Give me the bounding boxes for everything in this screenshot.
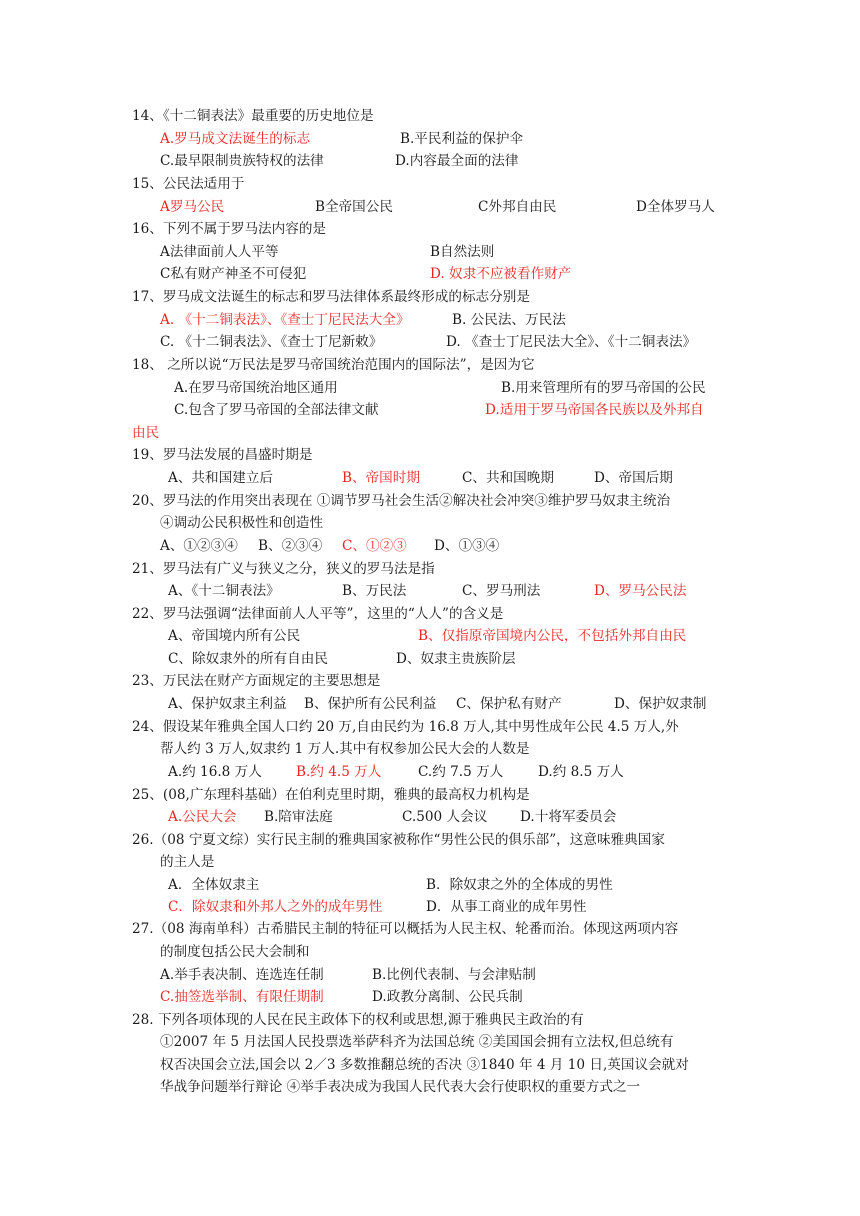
question-20-stem: 20、罗马法的作用突出表现在 ①调节罗马社会生活②解决社会冲突③维护罗马奴隶主统治: [132, 493, 671, 509]
question-18-option-b: B.用来管理所有的罗马帝国的公民: [501, 380, 706, 396]
question-19-stem: 19、罗马法发展的昌盛时期是: [132, 447, 313, 463]
question-19-option-b: B、帝国时期: [342, 470, 420, 486]
question-16-option-b: B自然法则: [430, 244, 495, 260]
question-14-stem: 14、《十二铜表法》最重要的历史地位是: [132, 108, 374, 124]
question-25-option-d: D.十将军委员会: [520, 809, 617, 825]
question-18-stem: 18、 之所以说“万民法是罗马帝国统治范围内的国际法”，是因为它: [132, 357, 535, 373]
question-24-option-a: A.约 16.8 万人: [168, 764, 262, 780]
question-24-option-c: C.约 7.5 万人: [418, 764, 504, 780]
question-16-stem: 16、下列不属于罗马法内容的是: [132, 221, 327, 237]
question-27-option-d: D.政教分离制、公民兵制: [372, 989, 523, 1005]
question-20-option-c: C、①②③: [342, 538, 407, 554]
question-15-option-a: A罗马公民: [160, 199, 225, 215]
question-14-option-b: B.平民利益的保护伞: [400, 131, 524, 147]
question-16-option-c: C私有财产神圣不可侵犯: [160, 266, 307, 282]
question-18-option-d-continued: 由民: [132, 425, 160, 441]
question-18-option-d: D.适用于罗马帝国各民族以及外邦自: [485, 402, 704, 418]
question-19-option-c: C、共和国晚期: [462, 470, 554, 486]
question-27-stem-continued: 的制度包括公民大会制和: [160, 944, 310, 960]
question-24-option-d: D.约 8.5 万人: [538, 764, 624, 780]
question-19-option-a: A、共和国建立后: [168, 470, 273, 486]
question-20-option-d: D、①③④: [434, 538, 500, 554]
question-18-option-a: A.在罗马帝国统治地区通用: [174, 380, 338, 396]
question-14-option-d: D.内容最全面的法律: [395, 153, 519, 169]
question-23-option-d: D、保护奴隶制: [614, 696, 707, 712]
question-17-option-b: B. 公民法、万民法: [452, 312, 566, 328]
question-26-option-d: D．从事工商业的成年男性: [426, 899, 587, 915]
question-21-option-b: B、万民法: [342, 583, 407, 599]
question-23-option-a: A、保护奴隶主利益: [168, 696, 287, 712]
question-17-option-d: D. 《查士丁尼民法大全》、《十二铜表法》: [446, 334, 697, 350]
question-21-option-a: A、《十二铜表法》: [168, 583, 280, 599]
question-28-body-line-3: 华战争问题举行辩论 ④举手表决成为我国人民代表大会行使职权的重要方式之一: [160, 1079, 641, 1095]
question-28-body-line-2: 权否决国会立法,国会以 2／3 多数推翻总统的否决 ③1840 年 4 月 10 日,英国议会就对: [160, 1057, 689, 1073]
question-26-stem: 26.（08 宁夏文综）实行民主制的雅典国家被称作“男性公民的俱乐部”，这意味雅典国家: [132, 832, 665, 848]
question-26-stem-continued: 的主人是: [160, 854, 215, 870]
question-26-option-a: A．全体奴隶主: [168, 877, 260, 893]
question-15-option-b: B全帝国公民: [315, 199, 393, 215]
question-21-option-d: D、罗马公民法: [594, 583, 687, 599]
question-20-option-b: B、②③④: [258, 538, 323, 554]
question-25-option-a: A.公民大会: [168, 809, 237, 825]
question-25-stem: 25、(08,广东理科基础）在伯利克里时期，雅典的最高权力机构是: [132, 787, 530, 803]
question-27-option-c: C.抽签选举制、有限任期制: [160, 989, 324, 1005]
question-27-stem: 27.（08 海南单科）古希腊民主制的特征可以概括为人民主权、轮番而治。体现这两项内容: [132, 921, 679, 937]
question-15-option-d: D全体罗马人: [636, 199, 715, 215]
question-15-stem: 15、公民法适用于: [132, 176, 245, 192]
question-16-option-d: D. 奴隶不应被看作财产: [430, 266, 572, 282]
question-28-body-line-1: ①2007 年 5 月法国人民投票选举萨科齐为法国总统 ②美国国会拥有立法权,但总统有: [160, 1034, 674, 1050]
question-19-option-d: D、帝国后期: [594, 470, 673, 486]
question-21-stem: 21、罗马法有广义与狭义之分，狭义的罗马法是指: [132, 561, 435, 577]
question-17-stem: 17、罗马成文法诞生的标志和罗马法律体系最终形成的标志分别是: [132, 289, 530, 305]
question-17-option-c: C. 《十二铜表法》、《查士丁尼新敕》: [160, 334, 383, 350]
question-14-option-c: C.最早限制贵族特权的法律: [160, 153, 324, 169]
question-24-stem: 24、假设某年雅典全国人口约 20 万,自由民约为 16.8 万人,其中男性成年公民 4.5 万人,外: [132, 719, 679, 735]
question-22-option-a: A、帝国境内所有公民: [168, 628, 301, 644]
question-16-option-a: A法律面前人人平等: [160, 244, 279, 260]
question-15-option-c: C外邦自由民: [478, 199, 557, 215]
question-24-option-b: B.约 4.5 万人: [296, 764, 382, 780]
question-22-stem: 22、罗马法强调“法律面前人人平等”，这里的“人人”的含义是: [132, 606, 504, 622]
question-18-option-c: C.包含了罗马帝国的全部法律文献: [174, 402, 379, 418]
question-28-stem: 28. 下列各项体现的人民在民主政体下的权利或思想,源于雅典民主政治的有: [132, 1012, 584, 1028]
question-26-option-b: B．除奴隶之外的全体成的男性: [426, 877, 613, 893]
question-20-stem-continued: ④调动公民积极性和创造性: [160, 515, 324, 531]
question-26-option-c: C．除奴隶和外邦人之外的成年男性: [168, 899, 383, 915]
question-21-option-c: C、罗马刑法: [462, 583, 541, 599]
question-20-option-a: A、①②③④: [160, 538, 238, 554]
question-24-stem-continued: 帮人约 3 万人,奴隶约 1 万人.其中有权参加公民大会的人数是: [160, 741, 530, 757]
question-23-stem: 23、万民法在财产方面规定的主要思想是: [132, 673, 381, 689]
question-23-option-b: B、保护所有公民利益: [304, 696, 437, 712]
question-22-option-d: D、奴隶主贵族阶层: [396, 651, 516, 667]
question-22-option-b: B、仅指原帝国境内公民，不包括外邦自由民: [418, 628, 687, 644]
question-22-option-c: C、除奴隶外的所有自由民: [168, 651, 328, 667]
question-25-option-c: C.500 人会议: [402, 809, 488, 825]
question-17-option-a: A. 《十二铜表法》、《查士丁尼民法大全》: [160, 312, 410, 328]
question-27-option-b: B.比例代表制、与会津贴制: [372, 967, 536, 983]
question-27-option-a: A.举手表决制、连选连任制: [160, 967, 324, 983]
question-25-option-b: B.陪审法庭: [264, 809, 333, 825]
question-14-option-a: A.罗马成文法诞生的标志: [160, 131, 311, 147]
question-23-option-c: C、保护私有财产: [456, 696, 562, 712]
